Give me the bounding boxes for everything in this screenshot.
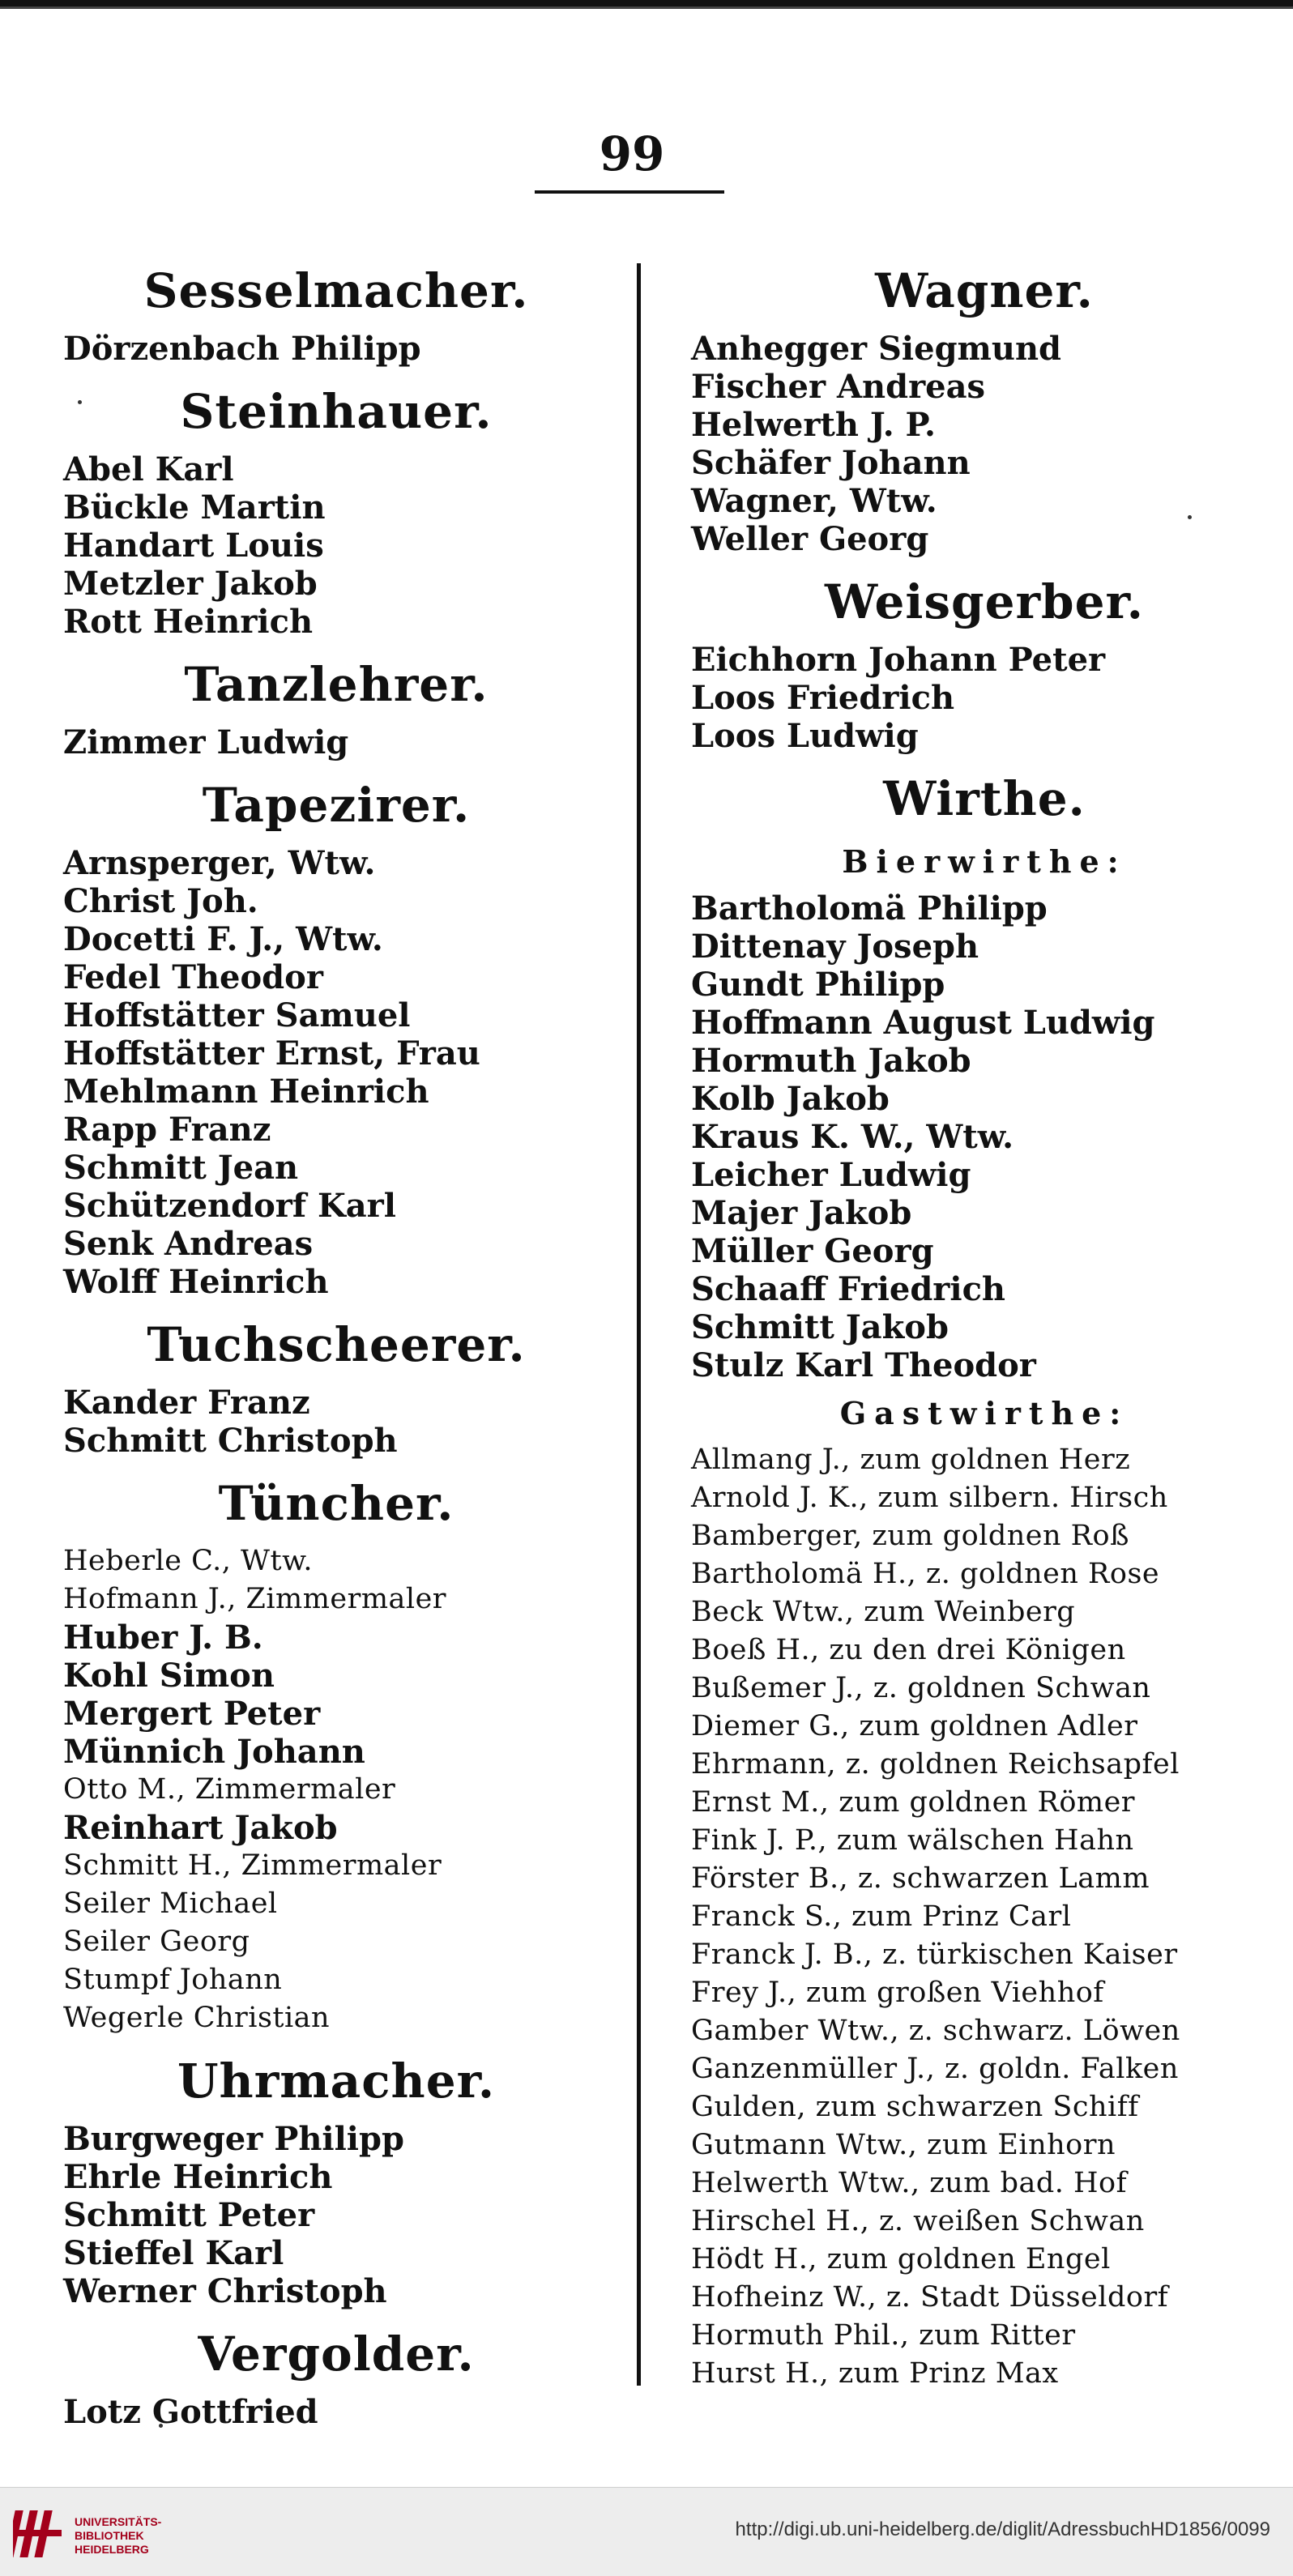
right-column xyxy=(685,247,1284,2393)
subsection-heading: Gastwirthe: xyxy=(839,1395,1129,1431)
directory-entry: Kraus K. W., Wtw. xyxy=(691,1118,1014,1156)
directory-entry: Dörzenbach Philipp xyxy=(63,330,421,368)
directory-entry: Majer Jakob xyxy=(691,1194,912,1232)
directory-entry: Schmitt Jean xyxy=(63,1149,299,1187)
section-heading: Vergolder. xyxy=(198,2327,475,2382)
directory-entry: Otto M., Zimmermaler xyxy=(63,1773,396,1806)
directory-entry: Huber J. B. xyxy=(63,1619,263,1657)
directory-entry: Arnsperger, Wtw. xyxy=(63,844,376,882)
directory-entry: Weller Georg xyxy=(691,520,929,558)
directory-entry: Franck J. B., z. türkischen Kaiser xyxy=(691,1938,1178,1971)
directory-entry: Kander Franz xyxy=(63,1384,310,1422)
directory-entry: Schaaff Friedrich xyxy=(691,1270,1006,1308)
page-number: 99 xyxy=(599,126,665,181)
directory-entry: Eichhorn Johann Peter xyxy=(691,641,1106,679)
directory-entry: Hormuth Jakob xyxy=(691,1042,971,1080)
column-divider xyxy=(637,263,641,2386)
scan-top-edge xyxy=(0,0,1293,6)
directory-entry: Bückle Martin xyxy=(63,488,326,527)
directory-entry: Gundt Philipp xyxy=(691,966,945,1004)
left-column xyxy=(57,247,616,2431)
directory-entry: Ernst M., zum goldnen Römer xyxy=(691,1786,1136,1819)
viewer-footer xyxy=(0,2487,1293,2576)
directory-entry: Fedel Theodor xyxy=(63,958,323,996)
section-heading: Tüncher. xyxy=(218,1476,454,1531)
directory-entry: Stumpf Johann xyxy=(63,1964,283,1996)
directory-entry: Beck Wtw., zum Weinberg xyxy=(691,1596,1076,1628)
directory-entry: Christ Joh. xyxy=(63,882,258,920)
directory-entry: Helwerth Wtw., zum bad. Hof xyxy=(691,2167,1128,2199)
section-tuencher xyxy=(57,1471,616,2037)
section-heading: Wirthe. xyxy=(883,771,1086,826)
section-wagner xyxy=(685,258,1284,558)
directory-entry: Wegerle Christian xyxy=(63,2002,331,2034)
directory-entry: Heberle C., Wtw. xyxy=(63,1545,313,1577)
directory-entry: Mehlmann Heinrich xyxy=(63,1073,429,1111)
directory-entry: Loos Friedrich xyxy=(691,679,955,717)
directory-entry: Bamberger, zum goldnen Roß xyxy=(691,1520,1129,1552)
directory-entry: Müller Georg xyxy=(691,1232,934,1270)
section-heading: Wagner. xyxy=(875,263,1094,318)
section-steinhauer xyxy=(57,379,616,641)
directory-entry: Werner Christoph xyxy=(63,2272,387,2310)
scan-top-edge-shadow xyxy=(0,6,1293,9)
subsection-heading: Bierwirthe: xyxy=(842,843,1127,880)
directory-entry: Rott Heinrich xyxy=(63,603,314,641)
directory-entry: Schmitt Christoph xyxy=(63,1422,398,1460)
permalink-url[interactable]: http://digi.ub.uni-heidelberg.de/diglit/AdressbuchHD1856/0099 xyxy=(735,2518,1270,2540)
directory-entry: Hurst H., zum Prinz Max xyxy=(691,2357,1059,2390)
directory-entry: Hoffstätter Samuel xyxy=(63,996,411,1034)
directory-entry: Abel Karl xyxy=(63,450,234,488)
section-heading: Tapezirer. xyxy=(202,778,471,833)
directory-entry: Wolff Heinrich xyxy=(63,1263,329,1301)
directory-entry: Arnold J. K., zum silbern. Hirsch xyxy=(691,1482,1168,1514)
section-heading: Weisgerber. xyxy=(825,574,1144,629)
section-vergolder xyxy=(57,2322,616,2431)
directory-entry: Seiler Michael xyxy=(63,1887,278,1920)
logo-text-line: UNIVERSITÄTS- xyxy=(75,2515,162,2528)
directory-entry: Loos Ludwig xyxy=(691,717,919,755)
directory-entry: Bartholomä Philipp xyxy=(691,889,1048,928)
section-heading: Steinhauer. xyxy=(180,384,493,439)
directory-entry: Hormuth Phil., zum Ritter xyxy=(691,2319,1076,2352)
directory-entry: Dittenay Joseph xyxy=(691,928,979,966)
directory-entry: Lotz Gottfried xyxy=(63,2393,318,2431)
directory-entry: Diemer G., zum goldnen Adler xyxy=(691,1710,1138,1742)
directory-entry: Seiler Georg xyxy=(63,1926,250,1958)
directory-entry: Hofheinz W., z. Stadt Düsseldorf xyxy=(691,2281,1169,2314)
directory-entry: Leicher Ludwig xyxy=(691,1156,971,1194)
directory-entry: Metzler Jakob xyxy=(63,565,318,603)
library-logo-text[interactable] xyxy=(75,2515,204,2557)
section-heading: Tuchscheerer. xyxy=(147,1317,526,1372)
section-tapezirer xyxy=(57,773,616,1301)
section-heading: Tanzlehrer. xyxy=(184,657,489,712)
section-wirthe xyxy=(685,766,1284,2393)
directory-entry: Bußemer J., z. goldnen Schwan xyxy=(691,1672,1151,1704)
section-tuchscheerer xyxy=(57,1312,616,1460)
directory-entry: Hoffmann August Ludwig xyxy=(691,1004,1155,1042)
directory-entry: Boeß H., zu den drei Königen xyxy=(691,1634,1126,1666)
directory-entry: Stulz Karl Theodor xyxy=(691,1346,1036,1384)
directory-entry: Zimmer Ludwig xyxy=(63,723,349,761)
logo-text-line: BIBLIOTHEK xyxy=(75,2529,144,2542)
directory-entry: Senk Andreas xyxy=(63,1225,314,1263)
logo-text-line: HEIDELBERG xyxy=(75,2543,149,2556)
directory-entry: Hirschel H., z. weißen Schwan xyxy=(691,2205,1145,2237)
section-uhrmacher xyxy=(57,2049,616,2310)
directory-entry: Hoffstätter Ernst, Frau xyxy=(63,1034,480,1073)
directory-entry: Gamber Wtw., z. schwarz. Löwen xyxy=(691,2015,1180,2047)
directory-entry: Schmitt Jakob xyxy=(691,1308,949,1346)
page-number-rule xyxy=(535,190,724,194)
directory-entry: Bartholomä H., z. goldnen Rose xyxy=(691,1558,1160,1590)
directory-entry: Kohl Simon xyxy=(63,1657,275,1695)
directory-entry: Schützendorf Karl xyxy=(63,1187,396,1225)
section-weisgerber xyxy=(685,569,1284,755)
directory-entry: Hödt H., zum goldnen Engel xyxy=(691,2243,1111,2275)
section-heading: Uhrmacher. xyxy=(177,2054,496,2109)
section-sesselmacher xyxy=(57,258,616,368)
directory-entry: Burgweger Philipp xyxy=(63,2120,404,2158)
directory-entry: Fink J. P., zum wälschen Hahn xyxy=(691,1824,1134,1857)
directory-entry: Mergert Peter xyxy=(63,1695,321,1733)
directory-entry: Stieffel Karl xyxy=(63,2234,284,2272)
directory-entry: Gutmann Wtw., zum Einhorn xyxy=(691,2129,1116,2161)
directory-entry: Wagner, Wtw. xyxy=(691,482,937,520)
directory-entry: Rapp Franz xyxy=(63,1111,271,1149)
directory-entry: Reinhart Jakob xyxy=(63,1809,338,1847)
directory-entry: Franck S., zum Prinz Carl xyxy=(691,1900,1072,1933)
directory-entry: Ganzenmüller J., z. goldn. Falken xyxy=(691,2053,1179,2085)
directory-entry: Handart Louis xyxy=(63,527,324,565)
directory-entry: Fischer Andreas xyxy=(691,368,986,406)
directory-entry: Schmitt H., Zimmermaler xyxy=(63,1849,442,1882)
directory-entry: Förster B., z. schwarzen Lamm xyxy=(691,1862,1150,1895)
directory-entry: Münnich Johann xyxy=(63,1733,365,1771)
university-library-logo-icon[interactable] xyxy=(13,2506,66,2562)
directory-entry: Helwerth J. P. xyxy=(691,406,936,444)
directory-entry: Allmang J., zum goldnen Herz xyxy=(691,1444,1131,1476)
directory-entry: Ehrmann, z. goldnen Reichsapfel xyxy=(691,1748,1180,1781)
directory-entry: Hofmann J., Zimmermaler xyxy=(63,1583,447,1615)
directory-entry: Anhegger Siegmund xyxy=(691,330,1061,368)
directory-entry: Frey J., zum großen Viehhof xyxy=(691,1977,1104,2009)
directory-entry: Schäfer Johann xyxy=(691,444,971,482)
section-tanzlehrer xyxy=(57,652,616,761)
directory-entry: Schmitt Peter xyxy=(63,2196,315,2234)
directory-entry: Ehrle Heinrich xyxy=(63,2158,333,2196)
directory-entry: Kolb Jakob xyxy=(691,1080,890,1118)
directory-entry: Gulden, zum schwarzen Schiff xyxy=(691,2091,1139,2123)
directory-entry: Docetti F. J., Wtw. xyxy=(63,920,383,958)
section-heading: Sesselmacher. xyxy=(143,263,529,318)
